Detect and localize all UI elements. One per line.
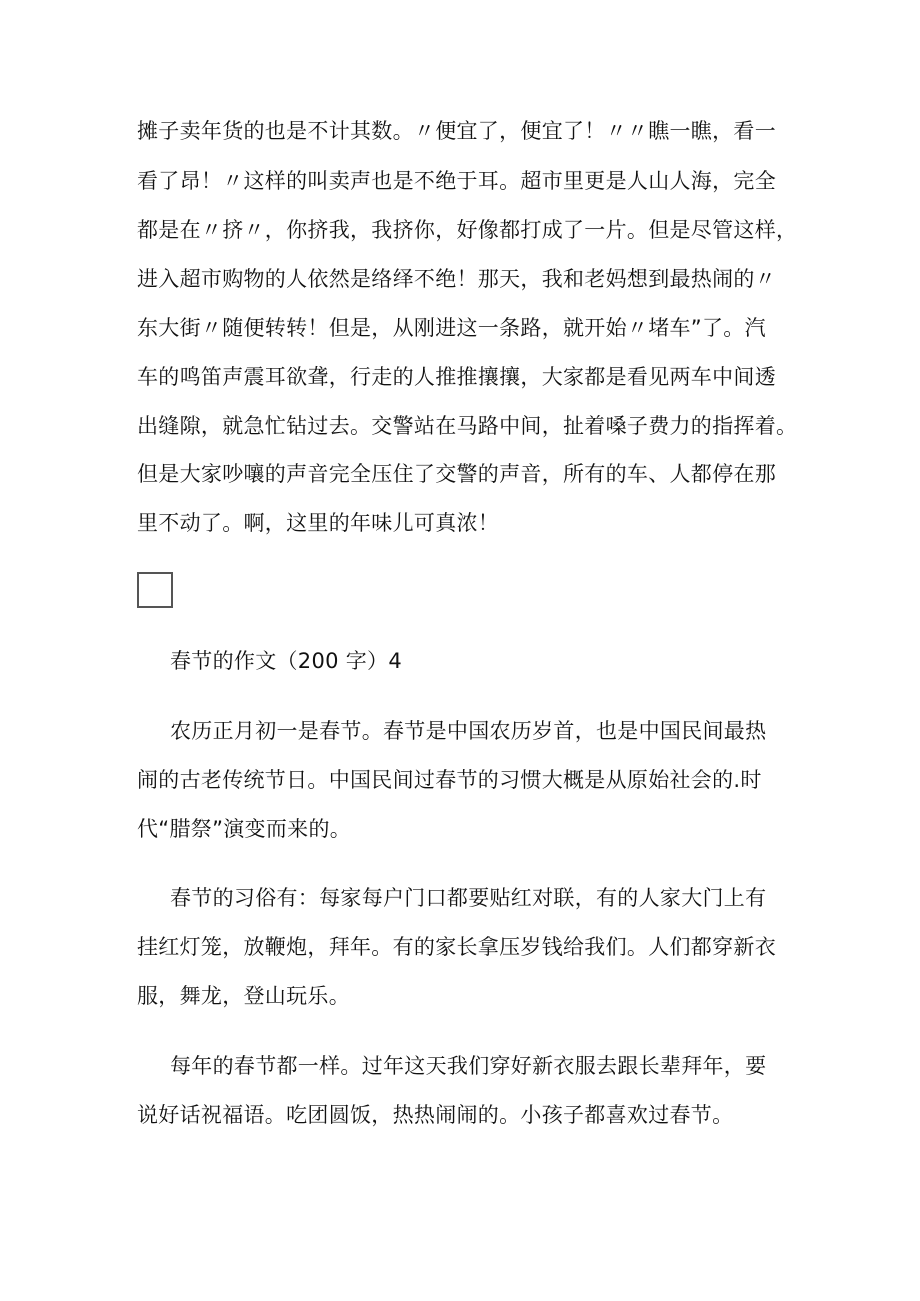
paragraph-4-line: 每年的春节都一样。过年这天我们穿好新衣服去跟长辈拜年，要: [170, 1054, 767, 1078]
paragraph-1-line: 摊子卖年货的也是不计其数。〃便宜了，便宜了！〃〃瞧一瞧，看一: [137, 119, 776, 143]
paragraph-2-line: 农历正月初一是春节。春节是中国农历岁首，也是中国民间最热: [170, 719, 767, 743]
paragraph-1-line: 进入超市购物的人依然是络绎不绝！那天，我和老妈想到最热闹的〃: [137, 267, 776, 291]
paragraph-3-line: 挂红灯笼，放鞭炮，拜年。有的家长拿压岁钱给我们。人们都穿新衣: [137, 935, 776, 959]
image-placeholder-box: [137, 572, 173, 608]
section-heading: 春节的作文（200 字）4: [170, 649, 403, 673]
paragraph-2-line: 闹的古老传统节日。中国民间过春节的习惯大概是从原始社会的.时: [137, 768, 762, 792]
paragraph-2-line: 代“腊祭”演变而来的。: [137, 817, 352, 841]
paragraph-1-line: 里不动了。啊，这里的年味儿可真浓！: [137, 511, 500, 535]
paragraph-1-line: 车的鸣笛声震耳欲聋，行走的人推推攘攘，大家都是看见两车中间透: [137, 365, 776, 389]
paragraph-1-line: 看了昂！〃这样的叫卖声也是不绝于耳。超市里更是人山人海，完全: [137, 169, 776, 193]
paragraph-1-line: 东大街〃随便转转！但是，从刚进这一条路，就开始〃堵车”了。汽: [137, 316, 766, 340]
paragraph-3-line: 服，舞龙，登山玩乐。: [137, 984, 350, 1008]
paragraph-1-line: 出缝隙，就急忙钻过去。交警站在马路中间，扯着嗓子费力的指挥着。: [137, 414, 798, 438]
paragraph-3-line: 春节的习俗有：每家每户门口都要贴红对联，有的人家大门上有: [170, 886, 767, 910]
paragraph-1-line: 都是在〃挤〃，你挤我，我挤你，好像都打成了一片。但是尽管这样，: [137, 218, 798, 242]
paragraph-1-line: 但是大家吵嚷的声音完全压住了交警的声音，所有的车、人都停在那: [137, 462, 776, 486]
paragraph-4-line: 说好话祝福语。吃团圆饭，热热闹闹的。小孩子都喜欢过春节。: [137, 1103, 734, 1127]
